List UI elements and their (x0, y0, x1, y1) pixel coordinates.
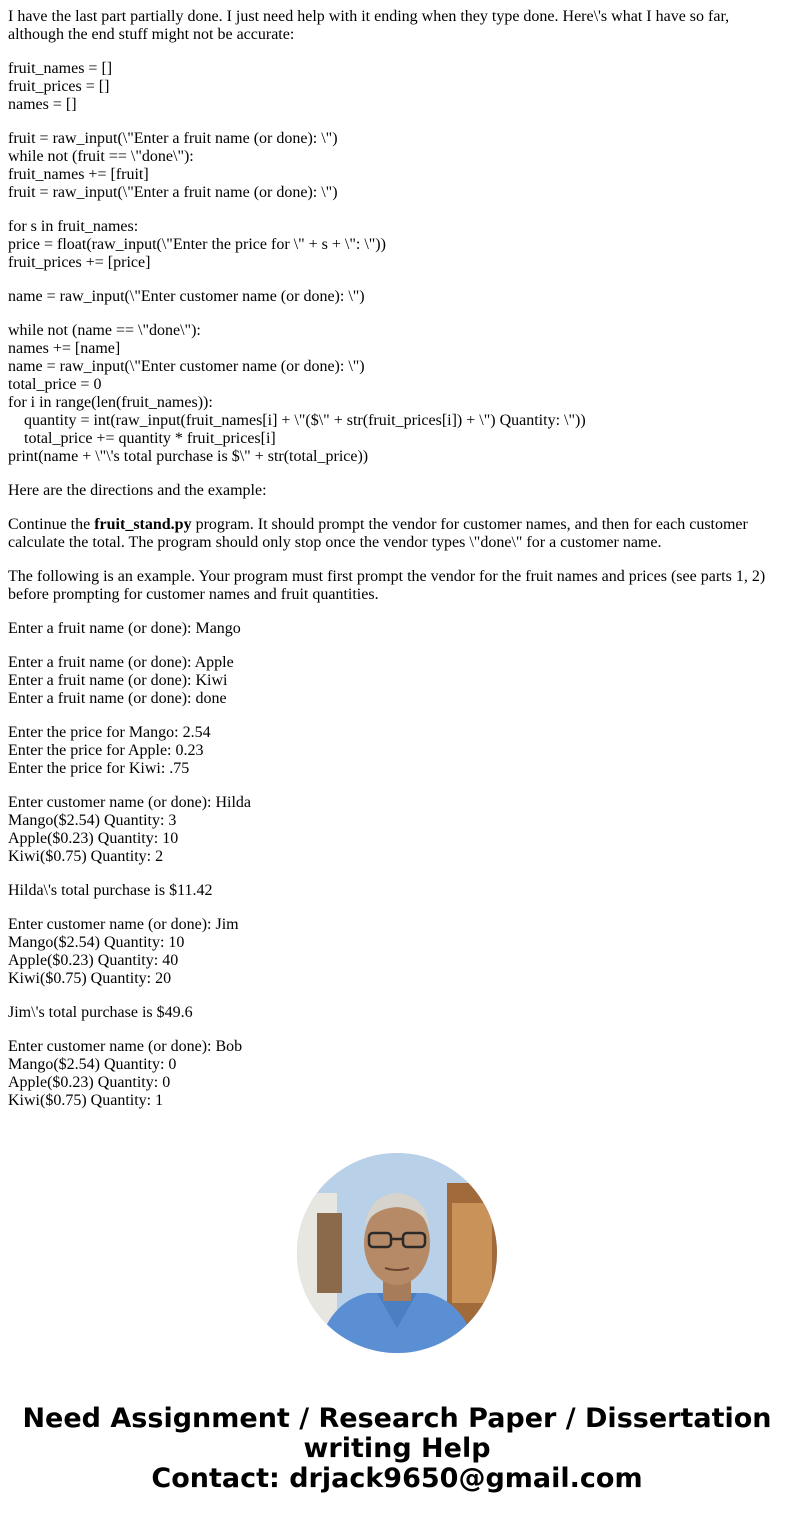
promo-line: writing Help (303, 1433, 491, 1464)
example-line: Mango($2.54) Quantity: 3 (8, 812, 177, 829)
example-line: Apple($0.23) Quantity: 0 (8, 1074, 171, 1091)
example-line: Enter the price for Mango: 2.54 (8, 724, 211, 741)
directions-pre: Continue the (8, 516, 95, 533)
example-line: Apple($0.23) Quantity: 10 (8, 830, 179, 847)
code-line: for s in fruit_names: (8, 218, 139, 235)
example-line: Enter customer name (or done): Hilda (8, 794, 252, 811)
code-customer-loop (8, 322, 784, 466)
example-block (8, 1038, 784, 1110)
example-line: Enter a fruit name (or done): Mango (8, 620, 241, 637)
example-line: Enter a fruit name (or done): done (8, 690, 227, 707)
example-line: Enter customer name (or done): Bob (8, 1038, 243, 1055)
code-line: fruit_prices = [] (8, 78, 110, 95)
person-photo-icon (297, 1153, 497, 1353)
example-line: Enter the price for Apple: 0.23 (8, 742, 204, 759)
example-line: Mango($2.54) Quantity: 10 (8, 934, 185, 951)
example-line: Enter the price for Kiwi: .75 (8, 760, 190, 777)
code-line: fruit_names += [fruit] (8, 166, 149, 183)
code-line: fruit_names = [] (8, 60, 113, 77)
example-line: Enter a fruit name (or done): Kiwi (8, 672, 228, 689)
example-line: Enter customer name (or done): Jim (8, 916, 239, 933)
promo-line: Need Assignment / Research Paper / Dissertation (22, 1403, 772, 1434)
code-line: name = raw_input(\"Enter customer name (or done): \") (8, 358, 365, 375)
example-block (8, 724, 784, 778)
code-line: fruit_prices += [price] (8, 254, 151, 271)
example-block (8, 620, 784, 638)
code-line: names += [name] (8, 340, 121, 357)
code-line: names = [] (8, 96, 77, 113)
code-line: total_price = 0 (8, 376, 102, 393)
example-line: Hilda\'s total purchase is $11.42 (8, 882, 213, 899)
code-line: total_price += quantity * fruit_prices[i] (24, 430, 276, 447)
code-price-loop (8, 218, 784, 272)
example-block (8, 882, 784, 900)
code-line: while not (name == \"done\"): (8, 322, 201, 339)
code-line: print(name + \"\'s total purchase is $\" + str(total_price)) (8, 448, 369, 465)
example-block (8, 1004, 784, 1022)
example-line: Jim\'s total purchase is $49.6 (8, 1004, 193, 1021)
code-name-input (8, 288, 784, 306)
code-line: price = float(raw_input(\"Enter the price for \" + s + \": \")) (8, 236, 386, 253)
directions-text (8, 516, 784, 552)
example-line: Enter a fruit name (or done): Apple (8, 654, 234, 671)
code-line: fruit = raw_input(\"Enter a fruit name (or done): \") (8, 130, 338, 147)
directions-intro: Here are the directions and the example: (8, 482, 267, 499)
question-post (8, 8, 784, 1126)
promo-banner (0, 1404, 794, 1494)
code-line: while not (fruit == \"done\"): (8, 148, 194, 165)
code-line: for i in range(len(fruit_names)): (8, 394, 213, 411)
example-line: Kiwi($0.75) Quantity: 2 (8, 848, 164, 865)
example-line: Kiwi($0.75) Quantity: 20 (8, 970, 172, 987)
directions-post: program. It should prompt the vendor for customer names, and then for each customer calculate the total. The program should only stop once the vendor types \"done\" for a customer name. (8, 516, 748, 551)
intro-text: I have the last part partially done. I just need help with it ending when they type done. Here\'s what I have so far, although the end stuff might not be accurate: (8, 8, 730, 43)
example-block (8, 654, 784, 708)
example-intro: The following is an example. Your program must first prompt the vendor for the fruit names and prices (see parts 1, 2) before prompting for customer names and fruit quantities. (8, 568, 766, 603)
example-line: Mango($2.54) Quantity: 0 (8, 1056, 177, 1073)
code-declarations (8, 60, 784, 114)
example-line: Kiwi($0.75) Quantity: 1 (8, 1092, 164, 1109)
code-line: quantity = int(raw_input(fruit_names[i] + \"($\" + str(fruit_prices[i]) + \") Quantity: \")) (24, 412, 586, 429)
program-filename: fruit_stand.py (94, 516, 192, 533)
example-block (8, 916, 784, 988)
example-line: Apple($0.23) Quantity: 40 (8, 952, 179, 969)
code-fruit-loop (8, 130, 784, 202)
promo-contact: Contact: drjack9650@gmail.com (151, 1463, 643, 1494)
code-line: fruit = raw_input(\"Enter a fruit name (or done): \") (8, 184, 338, 201)
code-line: name = raw_input(\"Enter customer name (or done): \") (8, 288, 365, 305)
avatar (297, 1153, 497, 1353)
example-block (8, 794, 784, 866)
